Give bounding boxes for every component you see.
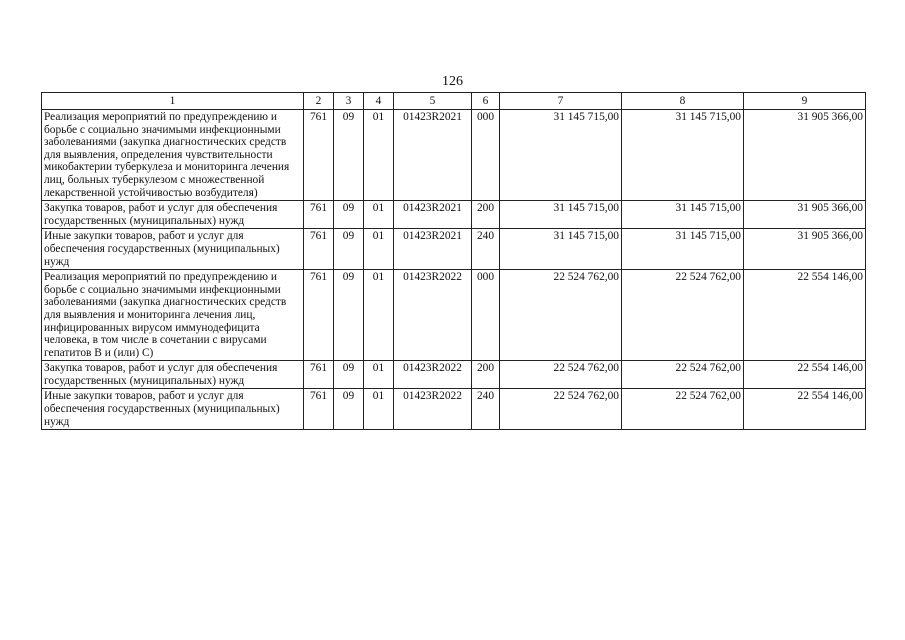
- cell-col9: 22 554 146,00: [744, 270, 866, 361]
- row-name: Закупка товаров, работ и услуг для обеспечения государственных (муниципальных) нужд: [42, 361, 304, 389]
- cell-col6: 200: [472, 361, 500, 389]
- cell-col2: 761: [304, 110, 334, 201]
- cell-col6: 240: [472, 229, 500, 270]
- cell-col2: 761: [304, 229, 334, 270]
- column-header: 3: [334, 93, 364, 110]
- cell-col8: 22 524 762,00: [622, 361, 744, 389]
- cell-col5: 01423R2022: [394, 389, 472, 430]
- cell-col4: 01: [364, 389, 394, 430]
- cell-col8: 31 145 715,00: [622, 229, 744, 270]
- table-row: [42, 229, 866, 270]
- cell-col6: 200: [472, 201, 500, 229]
- cell-col9: 22 554 146,00: [744, 389, 866, 430]
- column-header: 5: [394, 93, 472, 110]
- budget-table: [41, 92, 866, 430]
- row-name: Реализация мероприятий по предупреждению и борьбе с социально значимыми инфекционными заболеваниями (закупка диагностических средств для выявления и мониторинга лечения лиц, инфицированных вирусом иммунодефицита человека, в том числе в сочетании с вирусами гепатитов В и (или) С): [42, 270, 304, 361]
- cell-col7: 31 145 715,00: [500, 229, 622, 270]
- cell-col8: 31 145 715,00: [622, 110, 744, 201]
- row-name: Иные закупки товаров, работ и услуг для обеспечения государственных (муниципальных) нужд: [42, 389, 304, 430]
- cell-col9: 31 905 366,00: [744, 110, 866, 201]
- column-header: 9: [744, 93, 866, 110]
- cell-col9: 22 554 146,00: [744, 361, 866, 389]
- cell-col5: 01423R2021: [394, 201, 472, 229]
- cell-col6: 000: [472, 110, 500, 201]
- cell-col9: 31 905 366,00: [744, 229, 866, 270]
- column-header: 6: [472, 93, 500, 110]
- cell-col3: 09: [334, 389, 364, 430]
- column-header: 4: [364, 93, 394, 110]
- cell-col5: 01423R2022: [394, 270, 472, 361]
- row-name: Реализация мероприятий по предупреждению и борьбе с социально значимыми инфекционными заболеваниями (закупка диагностических средств для выявления, определения чувствительности микобактерии туберкулеза и мониторинга лечения лиц, больных туберкулезом с множественной лекарственной устойчивостью возбудителя): [42, 110, 304, 201]
- cell-col4: 01: [364, 110, 394, 201]
- cell-col7: 22 524 762,00: [500, 389, 622, 430]
- cell-col5: 01423R2021: [394, 110, 472, 201]
- row-name: Иные закупки товаров, работ и услуг для обеспечения государственных (муниципальных) нужд: [42, 229, 304, 270]
- cell-col6: 000: [472, 270, 500, 361]
- table-row: [42, 110, 866, 201]
- cell-col4: 01: [364, 229, 394, 270]
- cell-col3: 09: [334, 361, 364, 389]
- cell-col4: 01: [364, 361, 394, 389]
- cell-col5: 01423R2021: [394, 229, 472, 270]
- column-header: 1: [42, 93, 304, 110]
- table-header-row: [42, 93, 866, 110]
- column-header: 8: [622, 93, 744, 110]
- cell-col7: 31 145 715,00: [500, 201, 622, 229]
- cell-col7: 31 145 715,00: [500, 110, 622, 201]
- cell-col2: 761: [304, 389, 334, 430]
- cell-col9: 31 905 366,00: [744, 201, 866, 229]
- cell-col7: 22 524 762,00: [500, 361, 622, 389]
- cell-col8: 31 145 715,00: [622, 201, 744, 229]
- cell-col2: 761: [304, 270, 334, 361]
- column-header: 2: [304, 93, 334, 110]
- table-row: [42, 389, 866, 430]
- cell-col2: 761: [304, 201, 334, 229]
- table-row: [42, 270, 866, 361]
- cell-col7: 22 524 762,00: [500, 270, 622, 361]
- cell-col8: 22 524 762,00: [622, 389, 744, 430]
- cell-col4: 01: [364, 201, 394, 229]
- page-number: 126: [442, 74, 463, 89]
- cell-col5: 01423R2022: [394, 361, 472, 389]
- table-row: [42, 361, 866, 389]
- cell-col6: 240: [472, 389, 500, 430]
- cell-col2: 761: [304, 361, 334, 389]
- row-name: Закупка товаров, работ и услуг для обеспечения государственных (муниципальных) нужд: [42, 201, 304, 229]
- cell-col8: 22 524 762,00: [622, 270, 744, 361]
- cell-col3: 09: [334, 229, 364, 270]
- cell-col4: 01: [364, 270, 394, 361]
- table-row: [42, 201, 866, 229]
- cell-col3: 09: [334, 270, 364, 361]
- cell-col3: 09: [334, 201, 364, 229]
- cell-col3: 09: [334, 110, 364, 201]
- column-header: 7: [500, 93, 622, 110]
